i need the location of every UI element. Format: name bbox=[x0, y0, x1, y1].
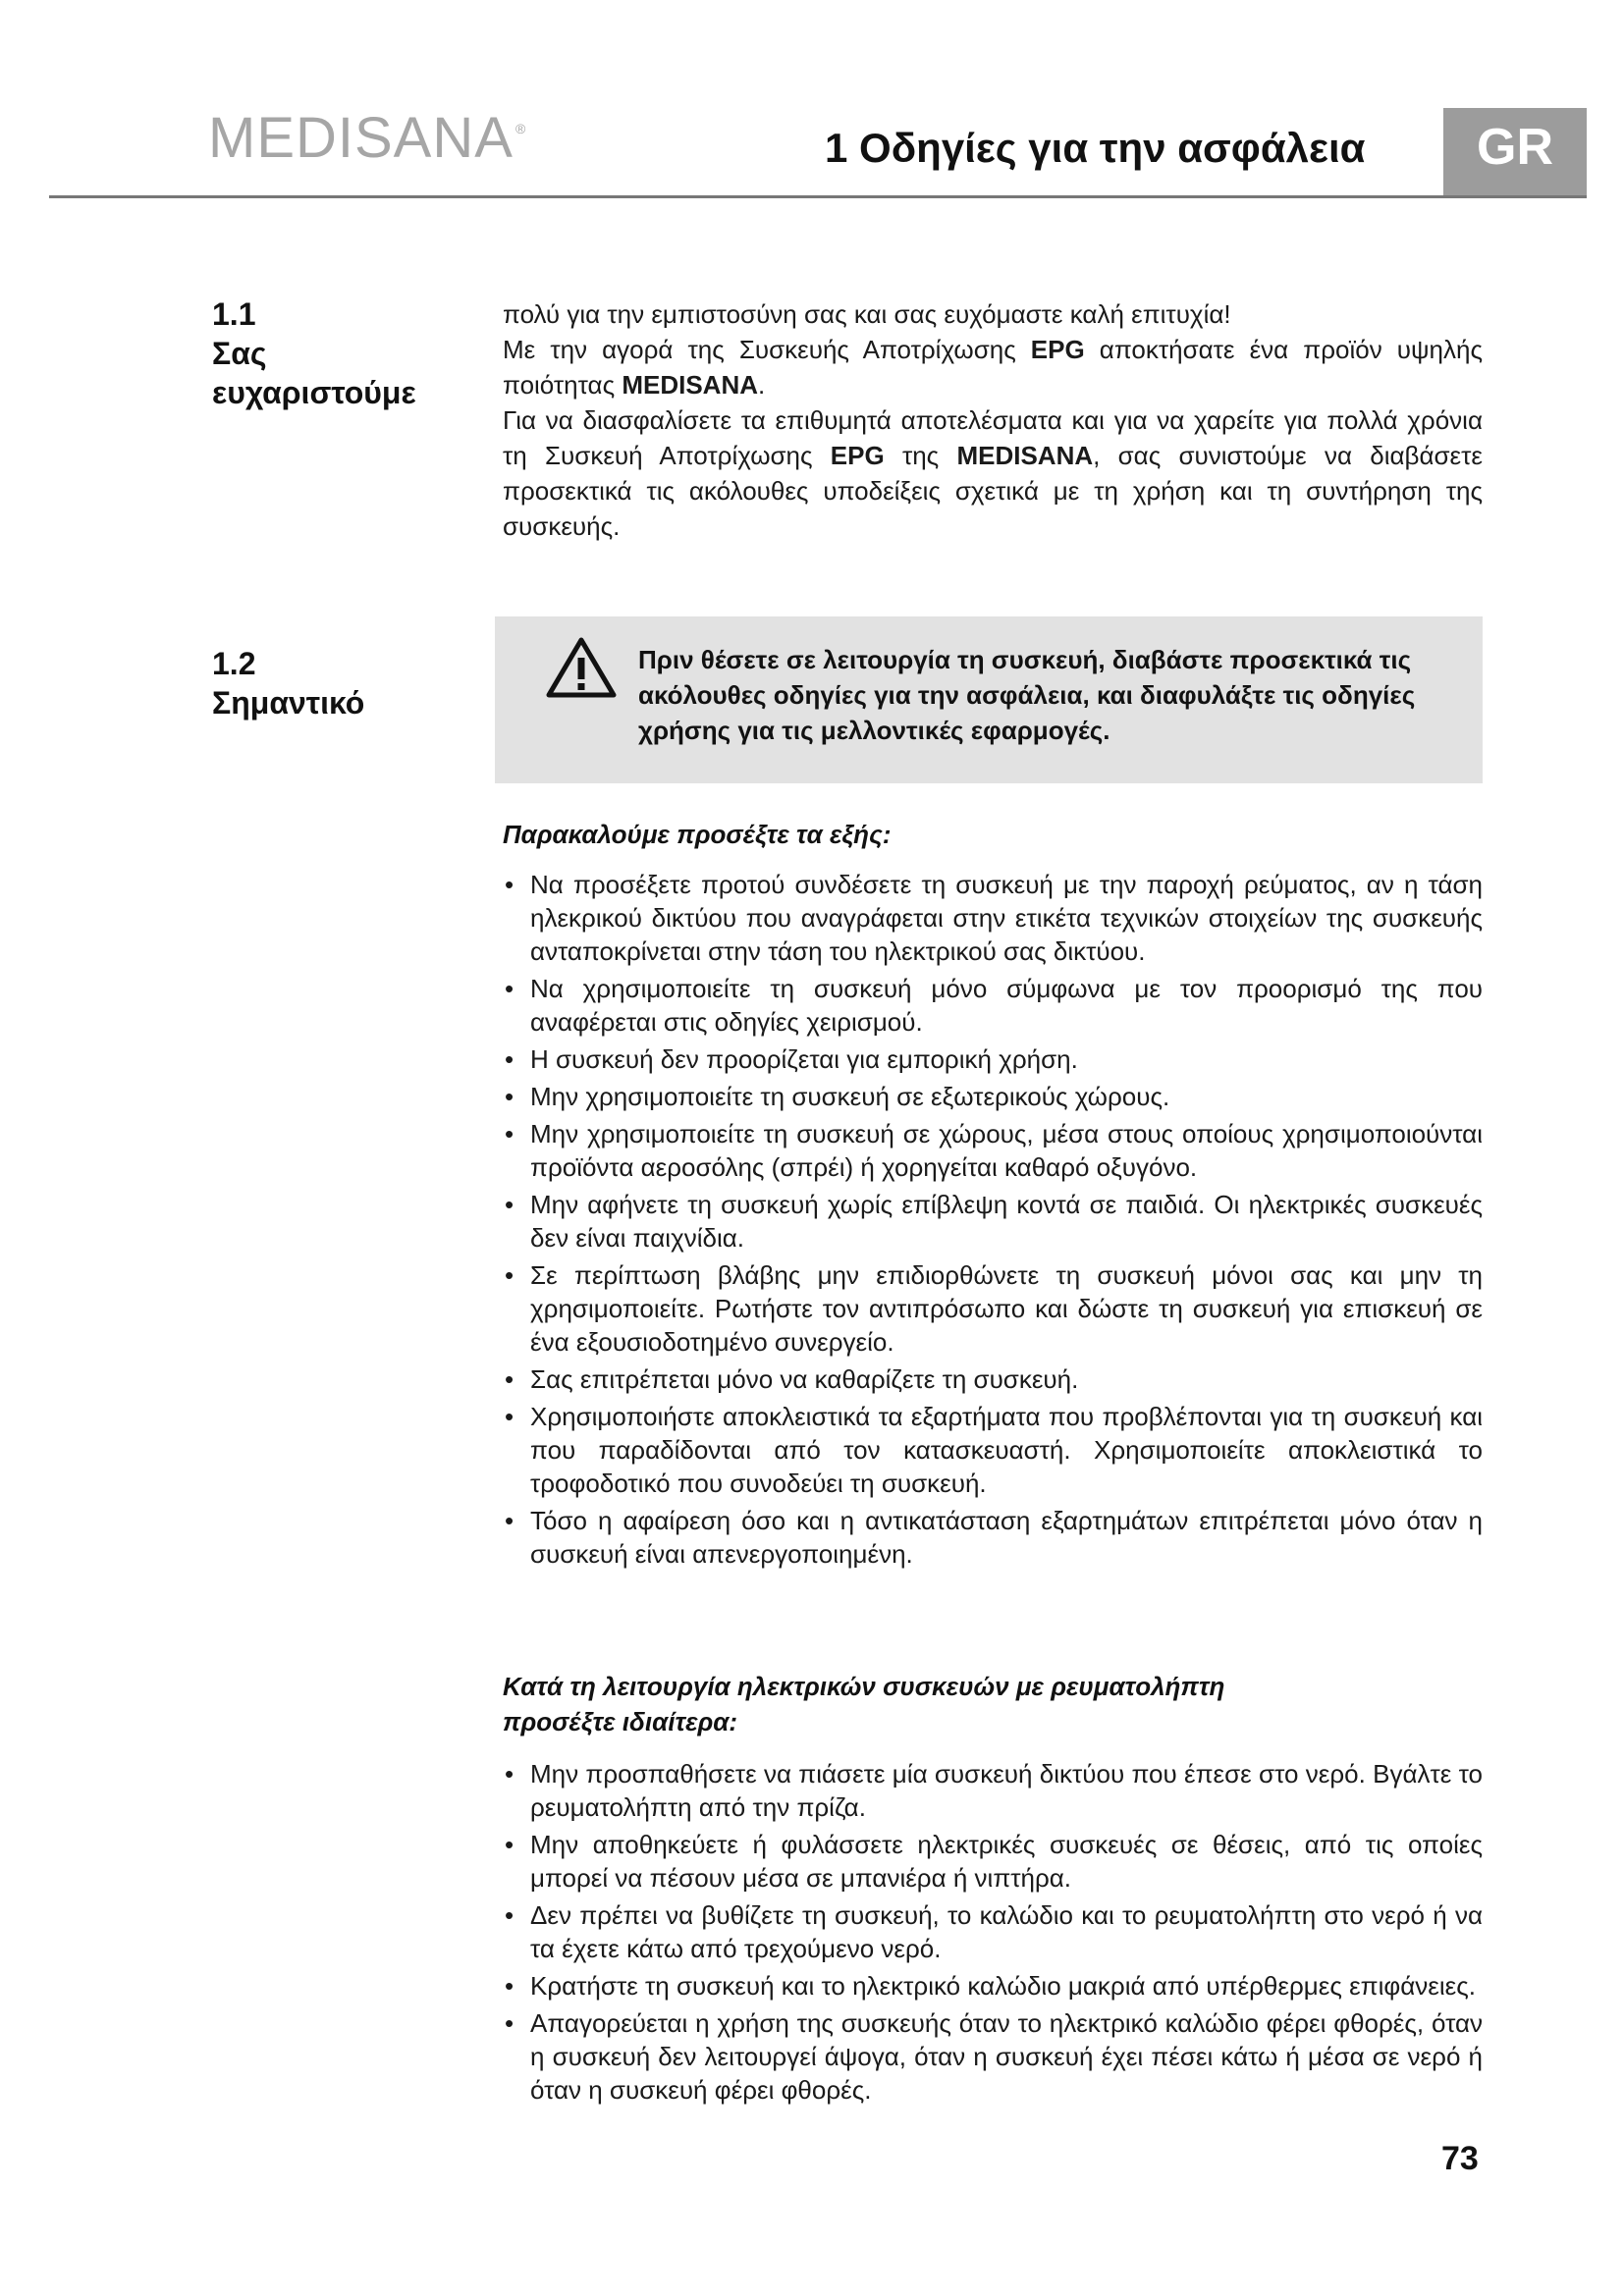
list-item: • Μην χρησιμοποιείτε τη συσκευή σε εξωτερικούς χώρους. bbox=[503, 1080, 1483, 1113]
list-item: • Να προσέξετε προτού συνδέσετε τη συσκευή με την παροχή ρεύματος, αν η τάση ηλεκρικού δικτύου που αναγράφεται στην ετικέτα τεχνικών στοιχείων της συσκευής ανταποκρίνεται στην τάση του ηλεκτρικού σας δικτύου. bbox=[503, 868, 1483, 968]
list-item: • Τόσο η αφαίρεση όσο και η αντικατάσταση εξαρτημάτων επιτρέπεται μόνο όταν η συσκευή είναι απενεργοποιημένη. bbox=[503, 1504, 1483, 1571]
list-item: • Μην χρησιμοποιείτε τη συσκευή σε χώρους, μέσα στους οποίους χρησιμοποιούνται προϊόντα αεροσόλης (σπρέι) ή χορηγείται καθαρό οξυγόνο. bbox=[503, 1117, 1483, 1184]
list-item: • Μην αποθηκεύετε ή φυλάσσετε ηλεκτρικές συσκευές σε θέσεις, από τις οποίες μπορεί να πέσουν μέσα σε μπανιέρα ή νιπτήρα. bbox=[503, 1828, 1483, 1895]
list-item: • Η συσκευή δεν προορίζεται για εμπορική χρήση. bbox=[503, 1042, 1483, 1076]
product-code: EPG bbox=[1030, 335, 1085, 364]
safety-list-mains bbox=[503, 1757, 1483, 2110]
page-title: 1 Οδηγίες για την ασφάλεια bbox=[825, 125, 1366, 171]
brand-name: MEDISANA bbox=[956, 441, 1094, 470]
brand-logo-text: MEDISANA bbox=[208, 106, 514, 170]
brand-name: MEDISANA bbox=[622, 370, 758, 400]
list-item: • Σε περίπτωση βλάβης μην επιδιορθώνετε τη συσκευή μόνοι σας και μην τη χρησιμοποιείτε. Ρωτήστε τον αντιπρόσωπο και δώστε τη συσκευή για επισκευή σε ένα εξουσιοδοτημένο συνεργείο. bbox=[503, 1258, 1483, 1359]
product-code: EPG bbox=[830, 441, 885, 470]
list-item: • Κρατήστε τη συσκευή και το ηλεκτρικό καλώδιο μακριά από υπέρθερμες επιφάνειες. bbox=[503, 1969, 1483, 2002]
list-item: • Να χρησιμοποιείτε τη συσκευή μόνο σύμφωνα με τον προορισμό της που αναφέρεται στις οδηγίες χειρισμού. bbox=[503, 972, 1483, 1039]
warning-text: Πριν θέσετε σε λειτουργία τη συσκευή, διαβάστε προσεκτικά τις ακόλουθες οδηγίες για την ασφάλεια, και διαφυλάξτε τις οδηγίες χρήσης για τις μελλοντικές εφαρμογές. bbox=[638, 645, 1416, 745]
section-1-1-heading-line1: Σας bbox=[212, 336, 267, 371]
list-item: • Μην αφήνετε τη συσκευή χωρίς επίβλεψη κοντά σε παιδιά. Οι ηλεκτρικές συσκευές δεν είναι παιχνίδια. bbox=[503, 1188, 1483, 1255]
list-item: • Μην προσπαθήσετε να πιάσετε μία συσκευή δικτύου που έπεσε στο νερό. Βγάλτε το ρευματολήπτη από την πρίζα. bbox=[503, 1757, 1483, 1824]
header-divider bbox=[49, 195, 1587, 198]
section-1-2-heading-text: Σημαντικό bbox=[212, 685, 365, 721]
warning-box bbox=[495, 616, 1483, 783]
section-1-2-number: 1.2 bbox=[212, 646, 256, 681]
safety-list-general bbox=[503, 868, 1483, 1575]
brand-logo bbox=[208, 106, 527, 170]
warning-triangle-icon bbox=[546, 636, 617, 699]
section-1-2-heading bbox=[212, 644, 364, 722]
list-item: • Δεν πρέπει να βυθίζετε τη συσκευή, το καλώδιο και το ρευματολήπτη στο νερό ή να τα έχετε κάτω από τρεχούμενο νερό. bbox=[503, 1898, 1483, 1965]
section-1-1-heading bbox=[212, 294, 416, 412]
section-1-1-line1: πολύ για την εμπιστοσύνη σας και σας ευχόμαστε καλή επιτυχία! bbox=[503, 299, 1231, 329]
section-1-1-paragraph3: Για να διασφαλίσετε τα επιθυμητά αποτελέσματα και για να χαρείτε για πολλά χρόνια τη Συσκευή Αποτρίχωσης EPG της MEDISANA, σας συνιστούμε να διαβάσετε προσεκτικά τις ακόλουθες υποδείξεις σχετικά με τη χρήση και τη συντήρηση της συσκευής. bbox=[503, 405, 1484, 541]
list-item: • Απαγορεύεται η χρήση της συσκευής όταν το ηλεκτρικό καλώδιο φέρει φθορές, όταν η συσκευή δεν λειτουργεί άψογα, όταν η συσκευή έχει πέσει κάτω ή μέσα σε νερό ή όταν η συσκευή φέρει φθορές. bbox=[503, 2006, 1483, 2107]
language-badge: GR bbox=[1443, 108, 1587, 198]
section-1-1-paragraph2: Με την αγορά της Συσκευής Αποτρίχωσης EPG αποκτήσατε ένα προϊόν υψηλής ποιότητας MEDISANA. bbox=[503, 335, 1483, 400]
registered-mark: ® bbox=[514, 121, 527, 136]
list-item: • Χρησιμοποιήστε αποκλειστικά τα εξαρτήματα που προβλέπονται για τη συσκευή και που παραδίδονται από τον κατασκευαστή. Χρησιμοποιείτε αποκλειστικά το τροφοδοτικό που συνοδεύει τη συσκευή. bbox=[503, 1400, 1483, 1500]
section-1-1-heading-line2: ευχαριστούμε bbox=[212, 375, 416, 410]
subheading-please-note: Παρακαλούμε προσέξτε τα εξής: bbox=[503, 820, 892, 849]
list-item: • Σας επιτρέπεται μόνο να καθαρίζετε τη συσκευή. bbox=[503, 1362, 1483, 1396]
subheading-mains-devices: Κατά τη λειτουργία ηλεκτρικών συσκευών με ρευματολήπτη προσέξτε ιδιαίτερα: bbox=[503, 1672, 1225, 1736]
page-number: 73 bbox=[1441, 2140, 1479, 2177]
section-1-1-body bbox=[503, 296, 1483, 544]
section-1-1-number: 1.1 bbox=[212, 296, 256, 332]
